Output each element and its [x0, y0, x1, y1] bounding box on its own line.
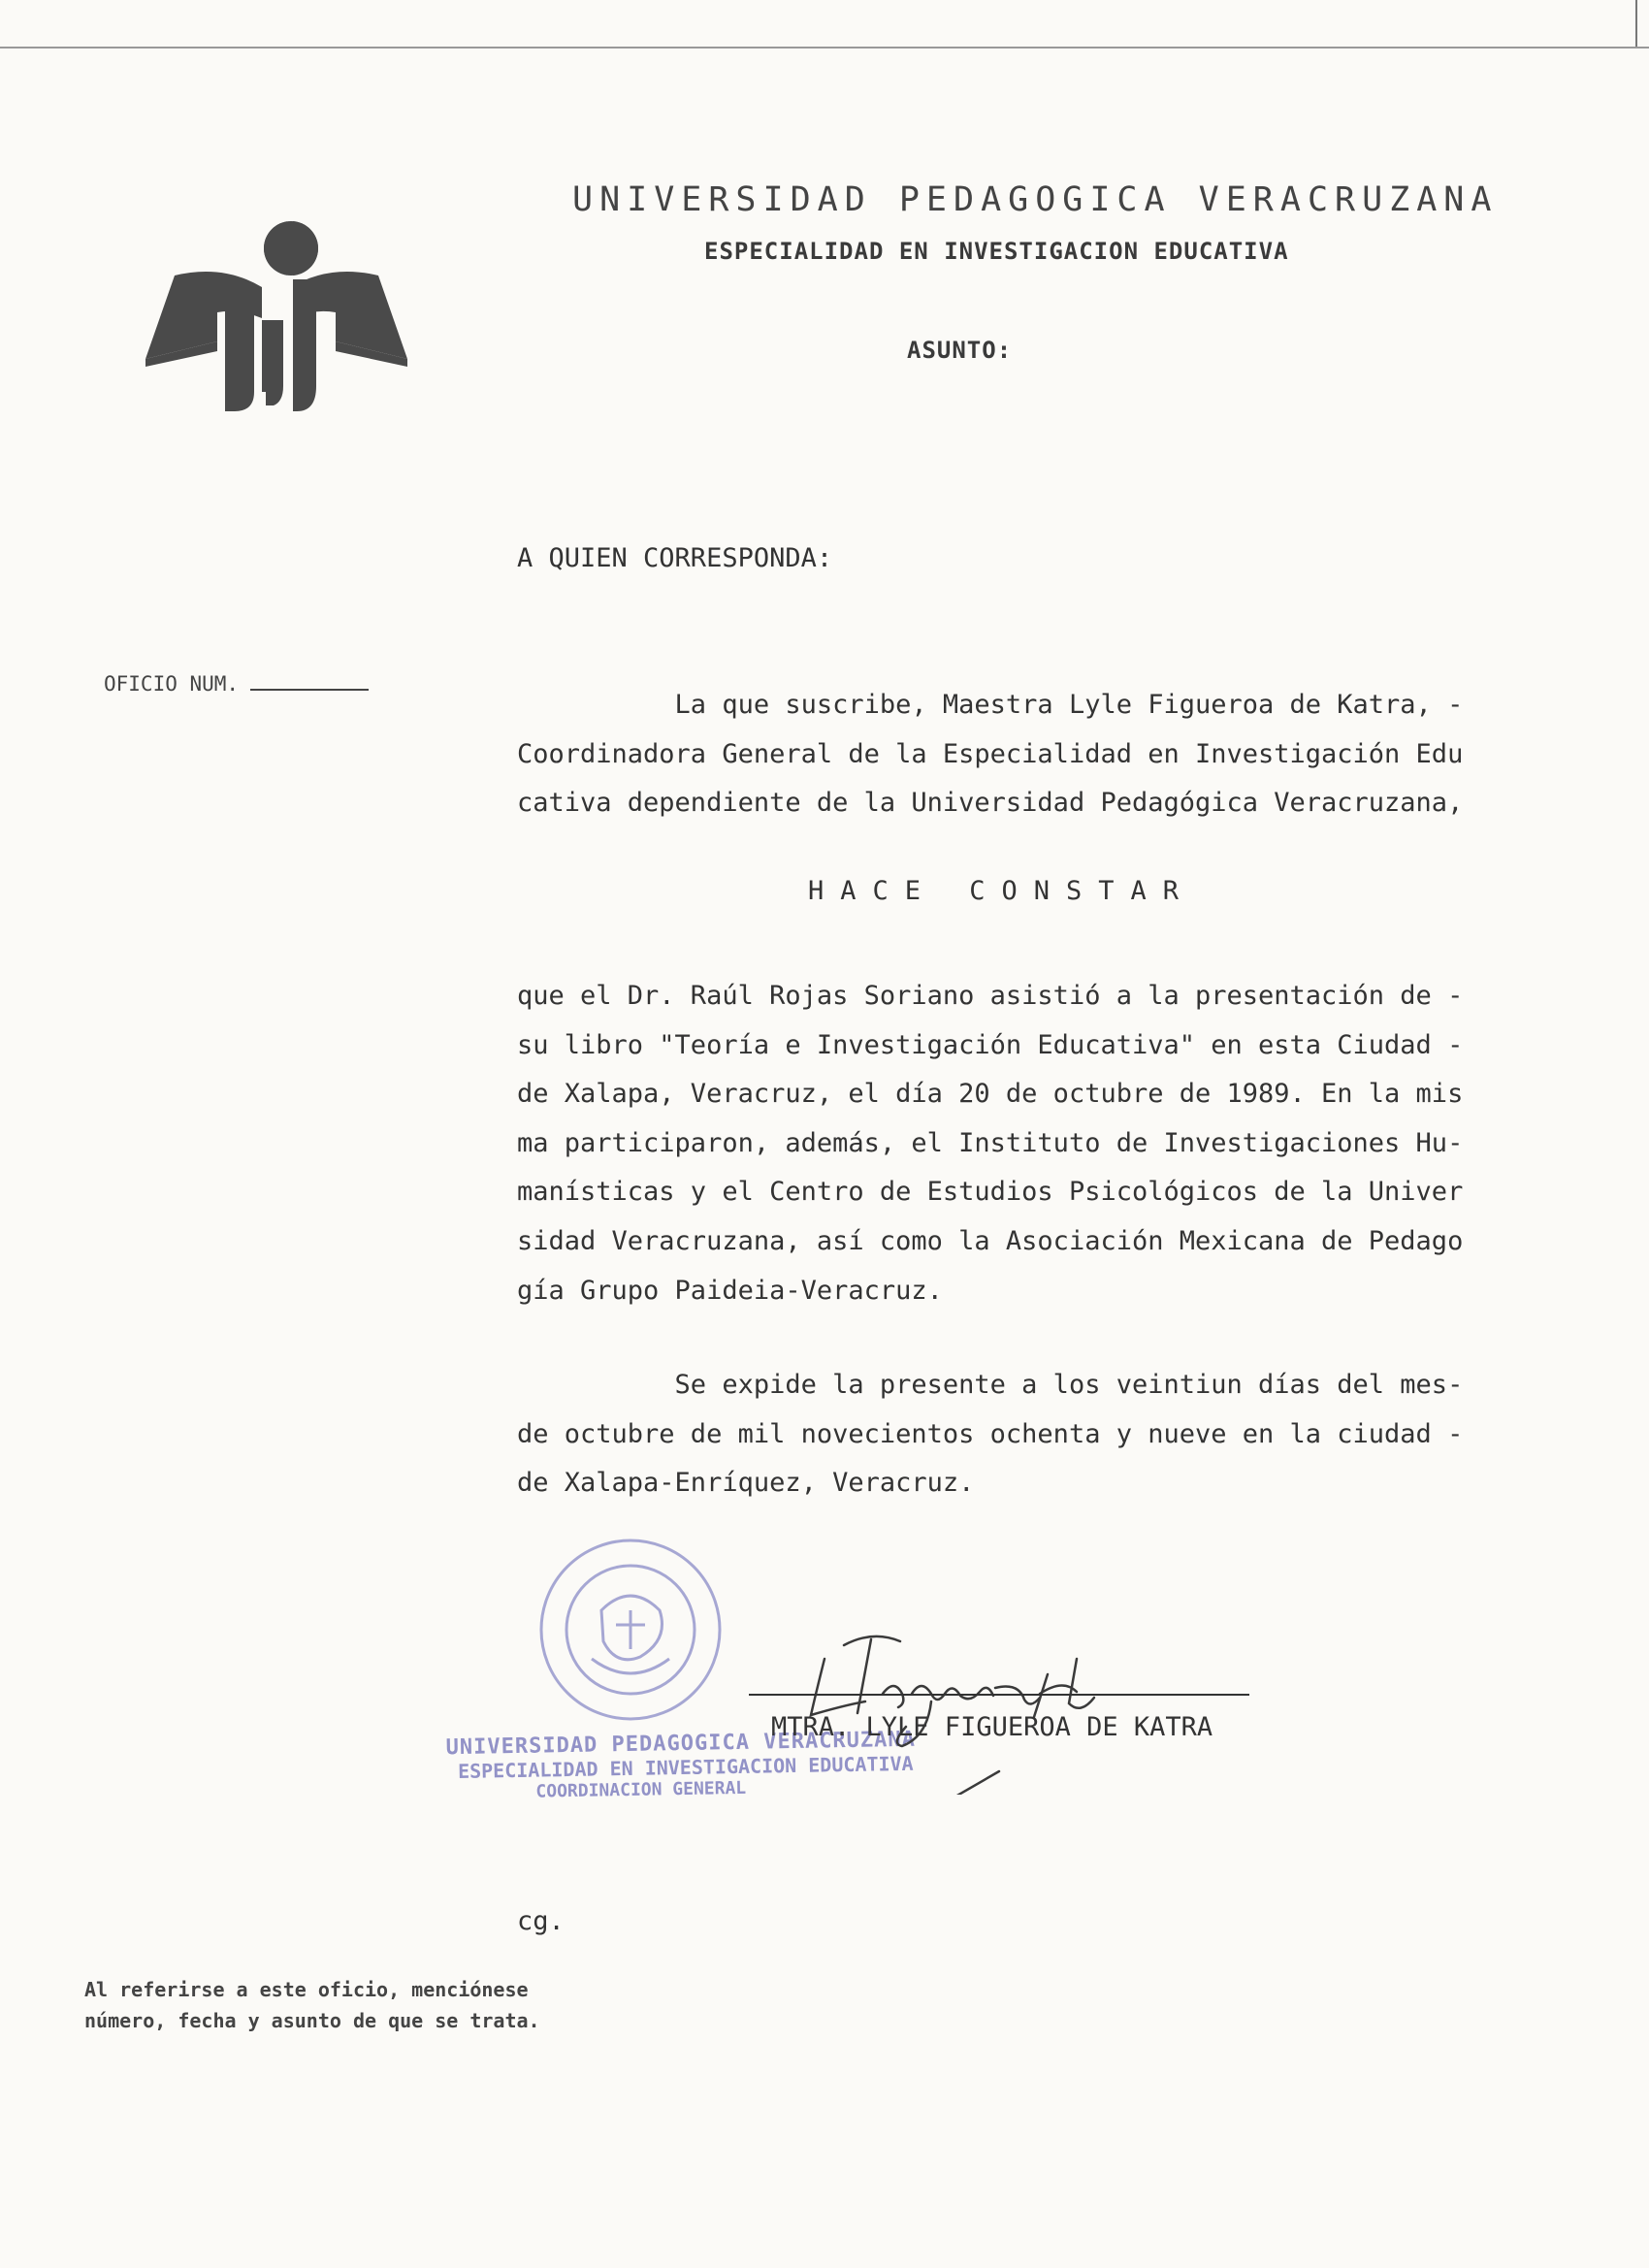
paragraph-line: Se expide la presente a los veintiun días del mes- [517, 1370, 1464, 1400]
typist-initials: cg. [517, 1906, 565, 1936]
university-title: UNIVERSIDAD PEDAGOGICA VERACRUZANA [572, 180, 1499, 219]
paragraph-line: de Xalapa-Enríquez, Veracruz. [517, 1468, 975, 1499]
declaration-heading: HACE CONSTAR [808, 876, 1196, 906]
paragraph-intro [517, 681, 1487, 828]
scan-edge-right [1635, 0, 1637, 47]
oficio-number-blank [250, 673, 369, 691]
upv-book-logo-icon [146, 221, 407, 415]
paragraph-line: ma participaron, además, el Instituto de Investigaciones Hu- [517, 1127, 1464, 1158]
paragraph-closing [517, 1361, 1487, 1508]
footer-line: Al referirse a este oficio, menciónese [84, 1978, 529, 2001]
paragraph-body [517, 972, 1487, 1315]
greeting: A QUIEN CORRESPONDA: [517, 543, 833, 573]
paragraph-line: de octubre de mil novecientos ochenta y nueve en la ciudad - [517, 1418, 1464, 1449]
paragraph-line: de Xalapa, Veracruz, el día 20 de octubre de 1989. En la mis [517, 1079, 1464, 1110]
signature-line [749, 1694, 1249, 1696]
subject-label: ASUNTO: [907, 337, 1013, 364]
footer-note [84, 1974, 540, 2036]
scan-edge-top [0, 47, 1649, 49]
paragraph-line: su libro "Teoría e Investigación Educativa" en esta Ciudad - [517, 1029, 1464, 1060]
official-seal-icon [524, 1533, 737, 1727]
paragraph-line: manísticas y el Centro de Estudios Psicológicos de la Univer [517, 1177, 1464, 1208]
stamp-line: UNIVERSIDAD PEDAGOGICA VERACRUZANA [445, 1727, 917, 1761]
handwritten-signature [786, 1601, 1174, 1795]
paragraph-line: gía Grupo Paideia-Veracruz. [517, 1275, 943, 1306]
paragraph-line: sidad Veracruzana, así como la Asociación Mexicana de Pedago [517, 1225, 1464, 1256]
paragraph-line: que el Dr. Raúl Rojas Soriano asistió a la presentación de - [517, 981, 1464, 1011]
signer-name: MTRA. LYLE FIGUEROA DE KATRA [771, 1712, 1213, 1742]
paragraph-line: Coordinadora General de la Especialidad en Investigación Edu [517, 738, 1464, 769]
paragraph-line: La que suscribe, Maestra Lyle Figueroa de Katra, - [517, 690, 1464, 720]
oficio-number-field [104, 672, 369, 696]
stamp-line: ESPECIALIDAD EN INVESTIGACION EDUCATIVA [457, 1751, 914, 1784]
specialty-subtitle: ESPECIALIDAD EN INVESTIGACION EDUCATIVA [704, 238, 1289, 265]
paragraph-line: cativa dependiente de la Universidad Pedagógica Veracruzana, [517, 788, 1464, 819]
footer-line: número, fecha y asunto de que se trata. [84, 2009, 540, 2032]
stamp-line: COORDINACION GENERAL [535, 1777, 747, 1802]
oficio-label: OFICIO NUM. [104, 672, 240, 696]
